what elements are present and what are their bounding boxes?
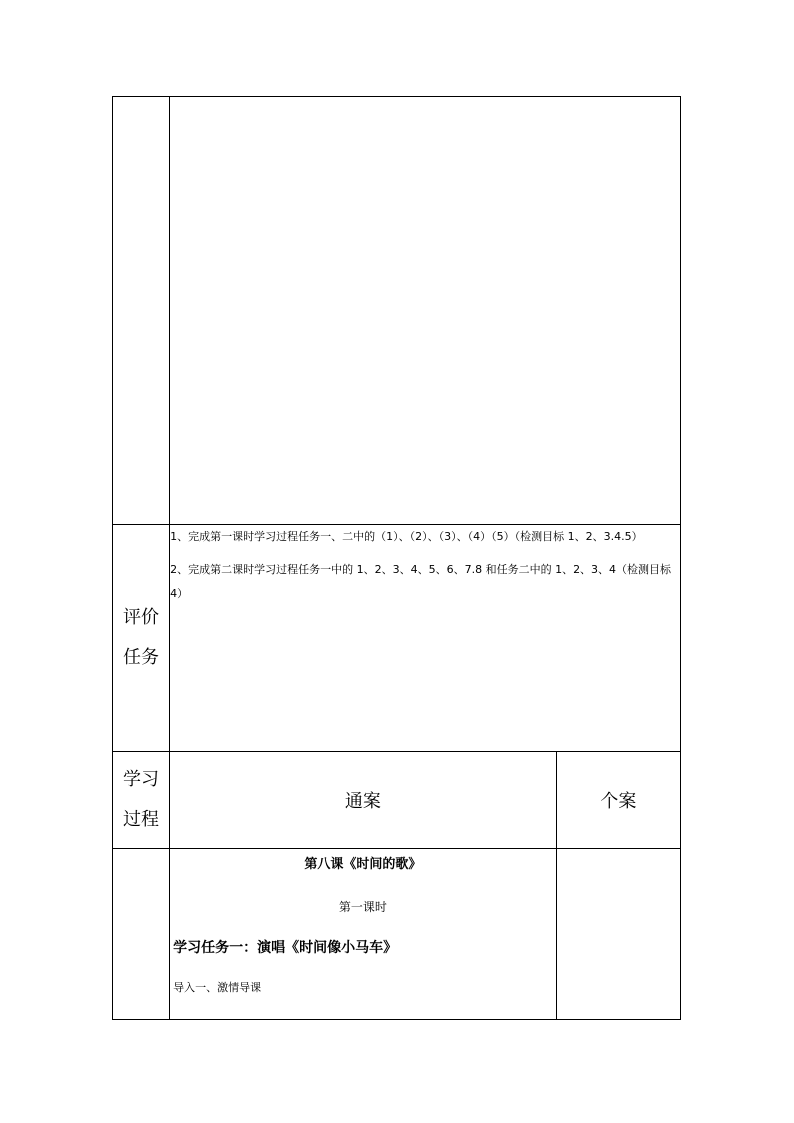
- evaluation-item-2: 2、完成第二课时学习过程任务一中的 1、2、3、4、5、6、7.8 和任务二中的 1、2、3、4（检测目标 4）: [170, 563, 672, 600]
- blank-label-cell: [113, 97, 170, 525]
- lesson-title: 第八课《时间的歌》: [304, 857, 422, 872]
- evaluation-label: [113, 525, 170, 752]
- evaluation-content: [170, 525, 681, 752]
- lesson-plan-table: [112, 96, 681, 1020]
- evaluation-item-1: 1、完成第一课时学习过程任务一、二中的（1）、（2）、（3）、（4）（5）（检测目标 1、2、3.4.5）: [170, 530, 643, 543]
- process-label-line2: 过程: [123, 809, 160, 830]
- individual-plan-header: 个案: [556, 752, 680, 849]
- intro-text: 导入一、激情导课: [173, 981, 262, 994]
- common-plan-header: 通案: [170, 752, 557, 849]
- blank-content-cell: [170, 97, 681, 525]
- process-header-row: [113, 752, 681, 849]
- process-label: [113, 752, 170, 849]
- lesson-row: [113, 849, 681, 1020]
- lesson-content: [170, 849, 557, 1020]
- evaluation-label-line1: 评价: [123, 607, 160, 628]
- blank-row: [113, 97, 681, 525]
- lesson-period: 第一课时: [338, 900, 387, 914]
- evaluation-row: [113, 525, 681, 752]
- process-label-line1: 学习: [123, 769, 160, 790]
- task1-title: 学习任务一：演唱《时间像小马车》: [173, 940, 398, 956]
- evaluation-label-line2: 任务: [123, 647, 160, 668]
- lesson-label-cell: [113, 849, 170, 1020]
- individual-plan-cell: [556, 849, 680, 1020]
